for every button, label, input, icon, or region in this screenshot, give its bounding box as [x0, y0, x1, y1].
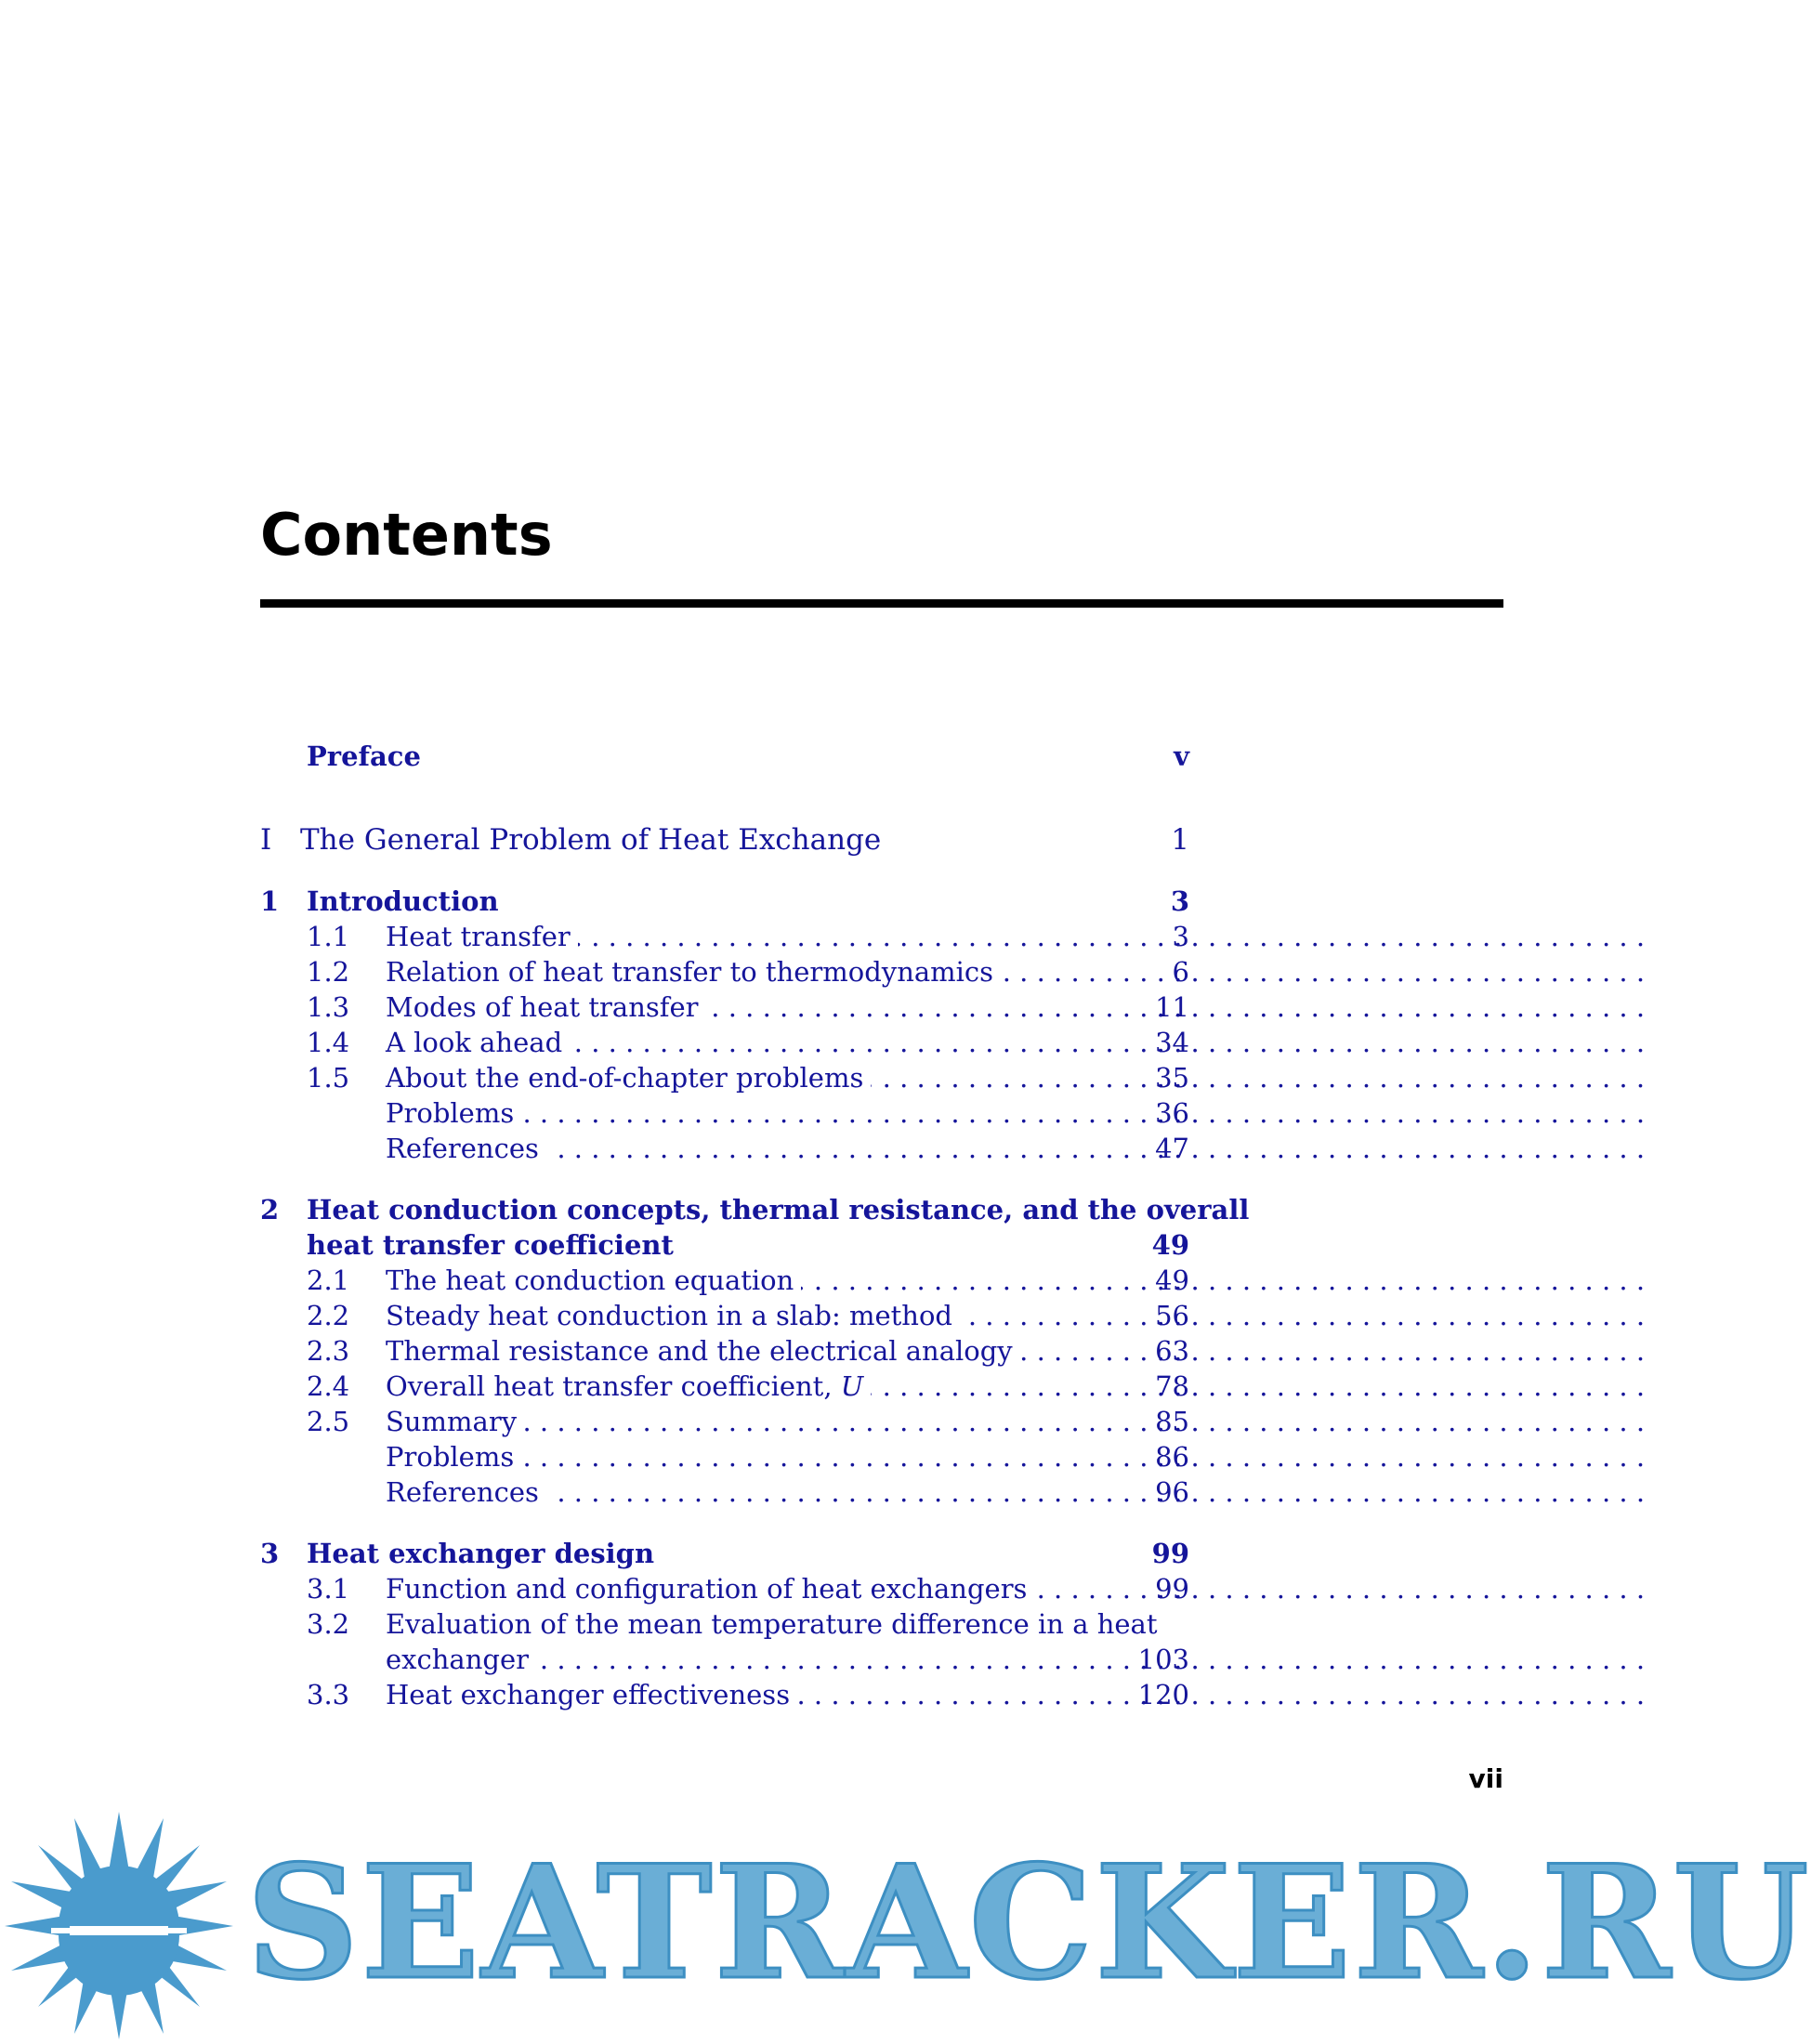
- toc-section-2-4[interactable]: [260, 1369, 1189, 1404]
- toc-section-title: Function and configuration of heat exchangers: [386, 1573, 1034, 1605]
- toc-section-page: 99: [1155, 1573, 1189, 1605]
- toc-section-page: 78: [1155, 1370, 1189, 1402]
- toc-chapter-page: 49: [1151, 1229, 1189, 1261]
- toc-section-page: 96: [1155, 1476, 1189, 1508]
- toc-section-2-3[interactable]: [260, 1333, 1189, 1369]
- toc-section-title: Heat transfer: [386, 921, 578, 952]
- toc-section-number: 3.1: [307, 1573, 350, 1605]
- toc-section-page: 6: [1172, 956, 1189, 988]
- page-number: vii: [1468, 1763, 1503, 1794]
- toc-chapter-number: 3: [260, 1538, 280, 1569]
- toc-section-number: 2.4: [307, 1370, 350, 1402]
- toc-section-3-2-cont[interactable]: [260, 1642, 1189, 1677]
- toc-section-page: 103: [1137, 1644, 1189, 1675]
- toc-section-page: 85: [1155, 1406, 1189, 1437]
- toc-section-number: 1.1: [307, 921, 350, 952]
- toc-section-2-5[interactable]: [260, 1404, 1189, 1439]
- toc-section-number: 1.3: [307, 991, 350, 1023]
- toc-chapter-number: 2: [260, 1194, 280, 1225]
- toc-section-page: 47: [1155, 1133, 1189, 1164]
- toc-chapter-title-line1: Heat conduction concepts, thermal resistance, and the overall: [307, 1194, 1250, 1225]
- toc-section-3-1[interactable]: [260, 1571, 1189, 1606]
- toc-references-1[interactable]: [260, 1131, 1189, 1166]
- toc-section-2-2[interactable]: [260, 1298, 1189, 1333]
- toc-section-number: 2.3: [307, 1335, 350, 1367]
- toc-section-title-line2: exchanger: [386, 1644, 536, 1675]
- toc-section-title: Relation of heat transfer to thermodynamics: [386, 956, 1001, 988]
- toc-section-title: References: [386, 1133, 546, 1164]
- toc-section-title: Problems: [386, 1097, 521, 1129]
- toc-problems-1[interactable]: [260, 1095, 1189, 1131]
- toc-chapter-number: 1: [260, 885, 280, 917]
- toc-section-page: 56: [1155, 1300, 1189, 1331]
- toc-section-title: Summary: [386, 1406, 524, 1437]
- toc-section-page: 36: [1155, 1097, 1189, 1129]
- toc-part-1[interactable]: [260, 822, 1189, 858]
- toc-section-title: About the end-of-chapter problems: [386, 1062, 871, 1094]
- toc-section-3-2[interactable]: [260, 1606, 1189, 1642]
- toc-section-page: 86: [1155, 1441, 1189, 1473]
- toc-section-1-1[interactable]: [260, 919, 1189, 954]
- toc-section-page: 11: [1155, 991, 1189, 1023]
- toc-section-number: 1.4: [307, 1027, 350, 1058]
- toc-section-2-1[interactable]: [260, 1263, 1189, 1298]
- toc-chapter-title: Introduction: [307, 885, 499, 917]
- toc-section-1-3[interactable]: [260, 989, 1189, 1025]
- toc-part-title: The General Problem of Heat Exchange: [300, 823, 882, 857]
- toc-section-number: 3.3: [307, 1679, 350, 1710]
- toc-chapter-title: Heat exchanger design: [307, 1538, 655, 1569]
- toc-section-symbol: U: [840, 1370, 864, 1402]
- toc-preface-title: Preface: [307, 740, 421, 772]
- toc-section-title: Heat exchanger effectiveness: [386, 1679, 797, 1710]
- sun-icon: [0, 1807, 242, 2044]
- page-heading: Contents: [260, 501, 553, 569]
- toc-chapter-1[interactable]: [260, 884, 1189, 919]
- toc-section-number: 1.2: [307, 956, 350, 988]
- toc-part-page: 1: [1171, 823, 1189, 857]
- toc-section-title: Thermal resistance and the electrical analogy: [386, 1335, 1020, 1367]
- toc-section-title: Steady heat conduction in a slab: method: [386, 1300, 960, 1331]
- toc-section-page: 35: [1155, 1062, 1189, 1094]
- toc-section-title: Modes of heat transfer: [386, 991, 706, 1023]
- toc-part-number: I: [260, 823, 272, 857]
- toc-chapter-2-cont[interactable]: [260, 1227, 1189, 1263]
- toc-problems-2[interactable]: [260, 1439, 1189, 1474]
- toc-section-title: Overall heat transfer coefficient,: [386, 1370, 833, 1402]
- toc-chapter-3[interactable]: [260, 1536, 1189, 1571]
- toc-section-number: 1.5: [307, 1062, 350, 1094]
- heading-rule: [260, 599, 1503, 608]
- toc-section-1-5[interactable]: [260, 1060, 1189, 1095]
- toc-chapter-page: 99: [1151, 1538, 1189, 1569]
- toc-section-title: References: [386, 1476, 546, 1508]
- toc-section-number: 2.2: [307, 1300, 350, 1331]
- toc-section-page: 63: [1155, 1335, 1189, 1367]
- toc-section-page: 34: [1155, 1027, 1189, 1058]
- toc-section-number: 2.5: [307, 1406, 350, 1437]
- watermark-text: SEATRACKER.RU: [246, 1830, 1811, 2014]
- toc-section-number: 3.2: [307, 1608, 350, 1640]
- toc-preface-page: v: [1174, 740, 1189, 772]
- toc-section-3-3[interactable]: [260, 1677, 1189, 1712]
- toc-section-number: 2.1: [307, 1264, 350, 1296]
- toc-section-title: Problems: [386, 1441, 521, 1473]
- toc-chapter-title-line2: heat transfer coefficient: [307, 1229, 674, 1261]
- toc-section-title: A look ahead: [386, 1027, 570, 1058]
- table-of-contents: [260, 739, 1250, 1712]
- toc-section-page: 120: [1137, 1679, 1189, 1710]
- toc-chapter-2[interactable]: [260, 1192, 1250, 1227]
- toc-section-page: 49: [1155, 1264, 1189, 1296]
- toc-section-title: The heat conduction equation: [386, 1264, 801, 1296]
- toc-preface[interactable]: [260, 739, 1189, 774]
- toc-section-1-2[interactable]: [260, 954, 1189, 989]
- toc-references-2[interactable]: [260, 1474, 1189, 1510]
- toc-section-title-line1: Evaluation of the mean temperature difference in a heat: [386, 1608, 1158, 1640]
- toc-section-page: 3: [1172, 921, 1189, 952]
- toc-chapter-page: 3: [1170, 885, 1189, 917]
- toc-section-1-4[interactable]: [260, 1025, 1189, 1060]
